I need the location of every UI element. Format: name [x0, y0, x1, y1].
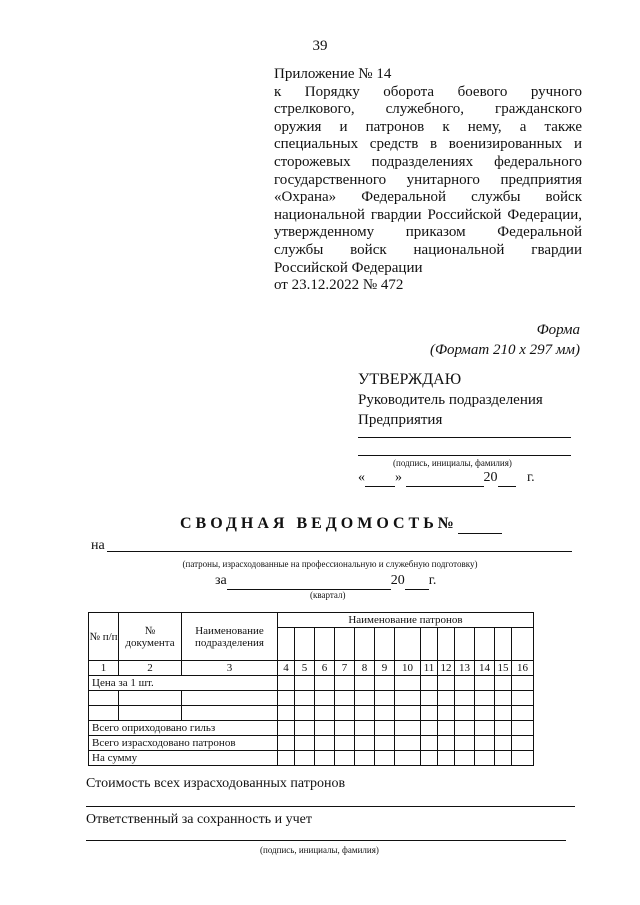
col-number: 11	[421, 661, 438, 676]
date-year-field	[498, 470, 516, 487]
table-cell	[335, 628, 355, 661]
appendix-line: национальной гвардии Российской Федерации,	[274, 206, 582, 223]
approval-position: Руководитель подразделения	[358, 392, 543, 408]
appendix-line: сторожевых подразделениях федерального	[274, 153, 582, 170]
approval-name-line	[358, 437, 571, 438]
header-cartridge-names: Наименование патронов	[278, 613, 534, 628]
date-close-quote: »	[395, 470, 402, 485]
table-row	[89, 676, 534, 691]
date-month-field	[406, 470, 484, 487]
col-number: 8	[355, 661, 375, 676]
appendix-line: оружия и патронов к нему, а также	[274, 118, 582, 135]
table-cell	[355, 628, 375, 661]
number-row	[89, 661, 534, 676]
responsible-label: Ответственный за сохранность и учет	[86, 812, 312, 827]
form-label: Форма	[536, 322, 580, 338]
table-cell	[295, 628, 315, 661]
document-number-field	[458, 515, 502, 534]
za-label: за	[215, 573, 227, 588]
col-number: 4	[278, 661, 295, 676]
za-caption: (квартал)	[310, 590, 346, 600]
table-cell	[375, 628, 395, 661]
table-cell	[278, 628, 295, 661]
na-caption: (патроны, израсходованные на профессиональную и служебную подготовку)	[182, 559, 478, 569]
date-suffix: г.	[527, 470, 535, 485]
col-number: 6	[315, 661, 335, 676]
table-cell	[395, 628, 421, 661]
row-label-sum: На сумму	[89, 751, 278, 766]
approval-org: Предприятия	[358, 412, 443, 428]
col-number: 13	[455, 661, 475, 676]
appendix-line: службы войск национальной гвардии	[274, 241, 582, 258]
za-line	[215, 573, 436, 590]
cost-label: Стоимость всех израсходованных патронов	[86, 776, 346, 791]
na-field-line	[107, 551, 572, 552]
table-row	[89, 751, 534, 766]
table-row	[89, 691, 534, 706]
za-suffix: г.	[428, 573, 437, 588]
approval-date	[358, 470, 535, 487]
responsible-caption: (подпись, инициалы, фамилия)	[260, 845, 379, 855]
document-title	[180, 515, 502, 534]
col-number: 14	[475, 661, 495, 676]
appendix-line: «Охрана» Федеральной службы войск	[274, 189, 582, 206]
table-row	[89, 736, 534, 751]
col-number: 5	[295, 661, 315, 676]
approval-block	[358, 370, 588, 430]
col-number: 12	[438, 661, 455, 676]
col-number: 10	[395, 661, 421, 676]
col-number: 16	[512, 661, 534, 676]
table-row	[89, 721, 534, 736]
date-open-quote: «	[358, 470, 365, 485]
approval-signature-caption: (подпись, инициалы, фамилия)	[393, 458, 512, 468]
col-number: 2	[119, 661, 182, 676]
header-row-number: № п/п	[89, 613, 119, 661]
row-label-price: Цена за 1 шт.	[89, 676, 278, 691]
responsible-signature-line	[86, 840, 566, 841]
appendix-title: Приложение № 14	[274, 66, 392, 82]
appendix-line: утвержденному приказом Федеральной	[274, 224, 582, 241]
za-quarter-field	[227, 573, 391, 590]
col-number: 7	[335, 661, 355, 676]
appendix-line: к Порядку оборота боевого ручного	[274, 83, 582, 100]
col-number: 15	[495, 661, 512, 676]
table-cell	[315, 628, 335, 661]
date-day-field	[365, 470, 395, 487]
za-year-field	[405, 573, 429, 590]
header-unit-name: Наименование подразделения	[182, 613, 278, 661]
row-label-casings: Всего оприходовано гильз	[89, 721, 278, 736]
na-label: на	[91, 538, 105, 553]
row-label-spent: Всего израсходовано патронов	[89, 736, 278, 751]
table-row	[89, 706, 534, 721]
header-document-number: № документа	[119, 613, 182, 661]
date-year-prefix: 20	[483, 470, 498, 485]
table-cell	[512, 628, 534, 661]
table-cell	[421, 628, 438, 661]
table-cell	[455, 628, 475, 661]
summary-table	[88, 612, 534, 766]
col-number: 3	[182, 661, 278, 676]
page-number: 39	[312, 38, 328, 54]
approval-heading: УТВЕРЖДАЮ	[358, 371, 462, 388]
approval-signature-line	[358, 455, 571, 456]
col-number: 1	[89, 661, 119, 676]
col-number: 9	[375, 661, 395, 676]
appendix-line: специальных средств в военизированных и	[274, 136, 582, 153]
document-title-text: СВОДНАЯ ВЕДОМОСТЬ№	[180, 515, 458, 532]
appendix-line: стрелкового, служебного, гражданского	[274, 101, 582, 118]
appendix-line: государственного унитарного предприятия	[274, 171, 582, 188]
za-year-prefix: 20	[390, 573, 405, 588]
table-cell	[475, 628, 495, 661]
table-cell	[495, 628, 512, 661]
appendix-block	[274, 66, 582, 295]
appendix-date: от 23.12.2022 № 472	[274, 277, 404, 294]
form-label-block	[430, 320, 580, 360]
table-cell	[438, 628, 455, 661]
appendix-line: Российской Федерации	[274, 259, 423, 276]
cost-field-line	[86, 806, 575, 807]
form-format: (Формат 210 х 297 мм)	[429, 342, 580, 358]
